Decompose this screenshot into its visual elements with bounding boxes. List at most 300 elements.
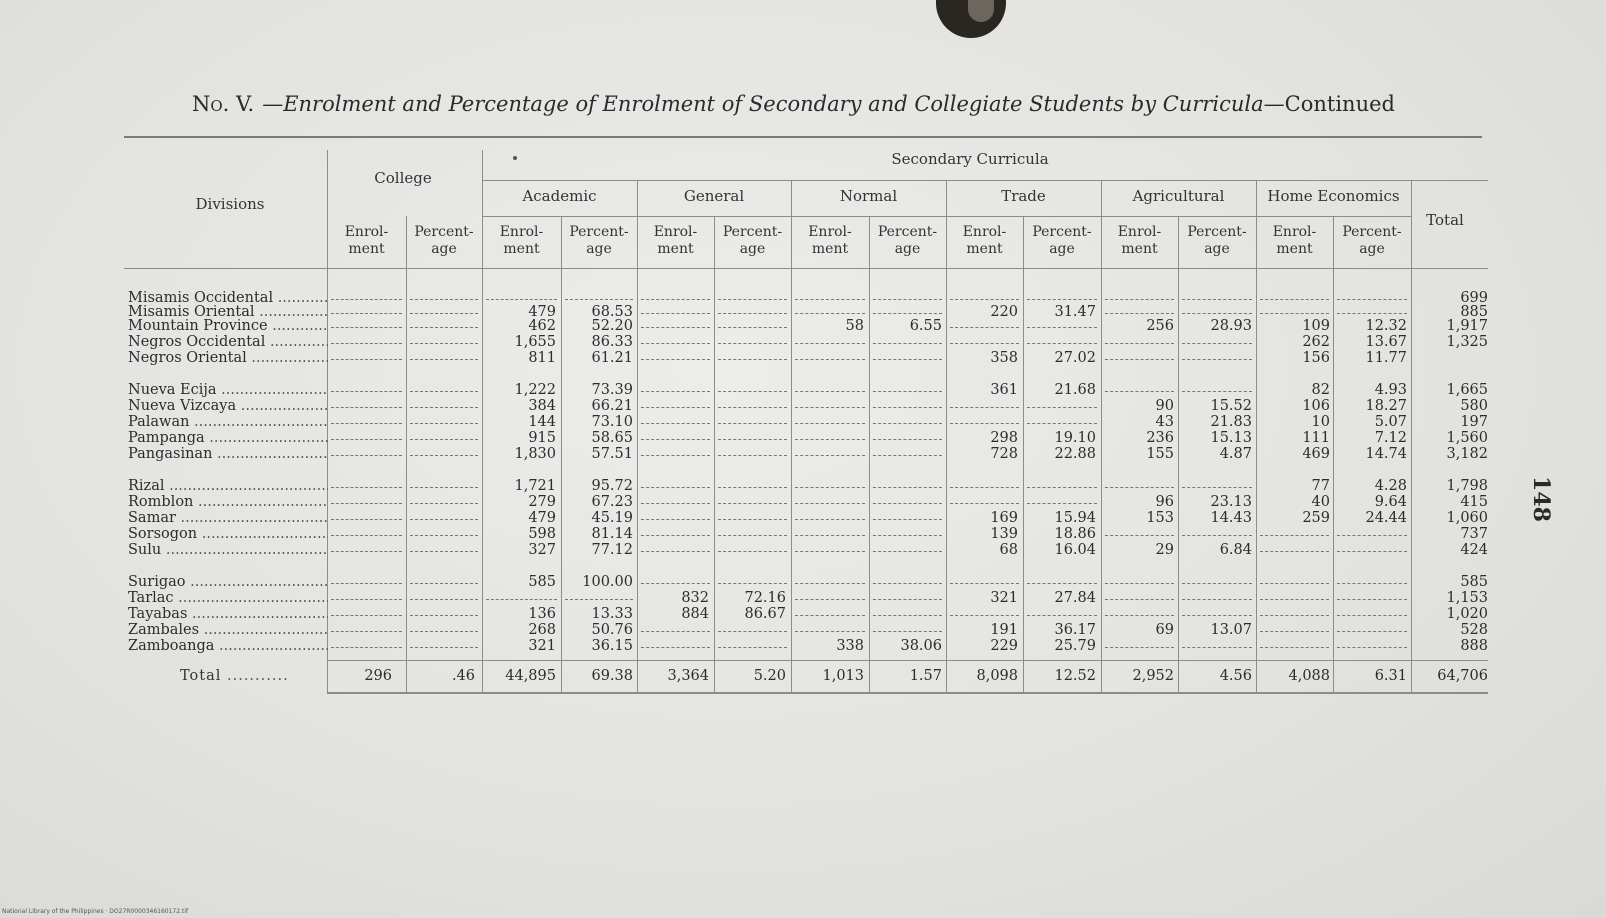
division-label-text: Nueva Ecija ..... bbox=[128, 382, 328, 398]
empty-cell-dash bbox=[718, 519, 787, 520]
total-value: 296 bbox=[364, 668, 392, 684]
empty-cell-dash bbox=[795, 313, 865, 314]
header-line: age bbox=[586, 241, 612, 257]
enrolment-value: 136 bbox=[528, 606, 556, 622]
header-line: Enrol- bbox=[344, 224, 389, 240]
empty-cell-dash bbox=[641, 299, 710, 300]
empty-cell-dash bbox=[795, 407, 865, 408]
empty-cell-dash bbox=[1260, 535, 1329, 536]
empty-cell-dash bbox=[718, 535, 787, 536]
header-line: Percent- bbox=[1187, 224, 1247, 240]
header-line: Percent- bbox=[1032, 224, 1092, 240]
empty-cell-dash bbox=[873, 359, 942, 360]
percentage-value: 15.94 bbox=[1054, 510, 1096, 526]
top-rule bbox=[124, 136, 1482, 138]
percentage-header bbox=[714, 224, 791, 258]
row-total: 885 bbox=[1460, 304, 1488, 320]
empty-cell-dash bbox=[641, 519, 710, 520]
empty-cell-dash bbox=[410, 551, 478, 552]
empty-cell-dash bbox=[718, 343, 787, 344]
percentage-value: 86.33 bbox=[591, 334, 633, 350]
header-line: Percent- bbox=[569, 224, 629, 240]
division-name bbox=[128, 414, 328, 430]
empty-cell-dash bbox=[331, 343, 402, 344]
enrolment-header bbox=[791, 224, 869, 258]
total-value: .46 bbox=[451, 668, 475, 684]
header-line: ment bbox=[348, 241, 385, 257]
empty-cell-dash bbox=[718, 327, 787, 328]
empty-cell-dash bbox=[331, 359, 402, 360]
percentage-value: 9.64 bbox=[1374, 494, 1407, 510]
division-label-text: Palawan ..... bbox=[128, 414, 328, 430]
column-divider bbox=[869, 216, 870, 692]
division-label-text: Zamboanga ..... bbox=[128, 638, 328, 654]
empty-cell-dash bbox=[565, 299, 633, 300]
percentage-value: 11.77 bbox=[1365, 350, 1407, 366]
empty-cell-dash bbox=[873, 583, 942, 584]
division-label-text: Misamis Oriental ..... bbox=[128, 304, 328, 320]
header-line: age bbox=[1049, 241, 1075, 257]
total-value: 2,952 bbox=[1132, 668, 1174, 684]
row-total: 1,153 bbox=[1446, 590, 1488, 606]
empty-cell-dash bbox=[410, 487, 478, 488]
percentage-value: 21.83 bbox=[1210, 414, 1252, 430]
enrolment-value: 220 bbox=[990, 304, 1018, 320]
empty-cell-dash bbox=[718, 407, 787, 408]
empty-cell-dash bbox=[331, 327, 402, 328]
percentage-value: 67.23 bbox=[591, 494, 633, 510]
total-top-rule bbox=[327, 660, 1488, 661]
empty-cell-dash bbox=[718, 551, 787, 552]
empty-cell-dash bbox=[795, 423, 865, 424]
header-line: Percent- bbox=[722, 224, 783, 240]
header-bottom-rule bbox=[124, 268, 1488, 269]
division-name bbox=[128, 606, 328, 622]
percentage-value: 15.52 bbox=[1210, 398, 1252, 414]
enrolment-header bbox=[1256, 224, 1333, 258]
enrolment-value: 43 bbox=[1155, 414, 1174, 430]
row-total: 737 bbox=[1460, 526, 1488, 542]
empty-cell-dash bbox=[410, 359, 478, 360]
row-total: 699 bbox=[1460, 290, 1488, 306]
division-name bbox=[128, 334, 328, 350]
empty-cell-dash bbox=[410, 313, 478, 314]
empty-cell-dash bbox=[950, 615, 1019, 616]
empty-cell-dash bbox=[1337, 631, 1407, 632]
percentage-header bbox=[406, 224, 482, 258]
total-value: 4,088 bbox=[1288, 668, 1330, 684]
enrolment-value: 479 bbox=[528, 304, 556, 320]
empty-cell-dash bbox=[1337, 615, 1407, 616]
empty-cell-dash bbox=[718, 359, 787, 360]
empty-cell-dash bbox=[1182, 299, 1252, 300]
percentage-value: 13.33 bbox=[591, 606, 633, 622]
header-line: ment bbox=[966, 241, 1003, 257]
division-name bbox=[128, 574, 328, 590]
empty-cell-dash bbox=[410, 327, 478, 328]
empty-cell-dash bbox=[1027, 327, 1097, 328]
total-value: 12.52 bbox=[1054, 668, 1096, 684]
total-value: 4.56 bbox=[1219, 668, 1252, 684]
empty-cell-dash bbox=[1027, 423, 1097, 424]
row-total: 1,665 bbox=[1446, 382, 1488, 398]
percentage-value: 58.65 bbox=[591, 430, 633, 446]
enrolment-value: 259 bbox=[1302, 510, 1330, 526]
percentage-value: 28.93 bbox=[1210, 318, 1252, 334]
empty-cell-dash bbox=[873, 599, 942, 600]
title-suffix: —Continued bbox=[1263, 92, 1395, 116]
empty-cell-dash bbox=[718, 455, 787, 456]
enrolment-value: 236 bbox=[1146, 430, 1174, 446]
enrolment-value: 469 bbox=[1302, 446, 1330, 462]
empty-cell-dash bbox=[331, 423, 402, 424]
empty-cell-dash bbox=[1105, 535, 1174, 536]
empty-cell-dash bbox=[873, 423, 942, 424]
empty-cell-dash bbox=[410, 439, 478, 440]
empty-cell-dash bbox=[410, 519, 478, 520]
empty-cell-dash bbox=[1337, 647, 1407, 648]
empty-cell-dash bbox=[1105, 299, 1174, 300]
empty-cell-dash bbox=[1337, 551, 1407, 552]
empty-cell-dash bbox=[718, 313, 787, 314]
empty-cell-dash bbox=[873, 299, 942, 300]
percentage-value: 7.12 bbox=[1374, 430, 1407, 446]
row-total: 585 bbox=[1460, 574, 1488, 590]
percentage-value: 19.10 bbox=[1054, 430, 1096, 446]
enrolment-header bbox=[946, 224, 1023, 258]
empty-cell-dash bbox=[1027, 503, 1097, 504]
empty-cell-dash bbox=[410, 407, 478, 408]
division-name bbox=[128, 382, 328, 398]
empty-cell-dash bbox=[1182, 313, 1252, 314]
percentage-value: 66.21 bbox=[591, 398, 633, 414]
empty-cell-dash bbox=[410, 343, 478, 344]
enrolment-value: 479 bbox=[528, 510, 556, 526]
empty-cell-dash bbox=[950, 423, 1019, 424]
percentage-value: 73.39 bbox=[591, 382, 633, 398]
percentage-value: 36.15 bbox=[591, 638, 633, 654]
percentage-value: 73.10 bbox=[591, 414, 633, 430]
percentage-header bbox=[1178, 224, 1256, 258]
empty-cell-dash bbox=[1182, 391, 1252, 392]
division-label-text: Misamis Occidental ..... bbox=[128, 290, 328, 306]
division-label-text: Negros Oriental ..... bbox=[128, 350, 328, 366]
empty-cell-dash bbox=[331, 299, 402, 300]
empty-cell-dash bbox=[1027, 407, 1097, 408]
empty-cell-dash bbox=[331, 535, 402, 536]
empty-cell-dash bbox=[795, 455, 865, 456]
empty-cell-dash bbox=[1260, 631, 1329, 632]
total-value: 69.38 bbox=[591, 668, 633, 684]
empty-cell-dash bbox=[795, 583, 865, 584]
empty-cell-dash bbox=[950, 343, 1019, 344]
header-line: age bbox=[1204, 241, 1230, 257]
empty-cell-dash bbox=[873, 455, 942, 456]
empty-cell-dash bbox=[641, 647, 710, 648]
total-value: 1,013 bbox=[822, 668, 864, 684]
empty-cell-dash bbox=[331, 599, 402, 600]
empty-cell-dash bbox=[641, 487, 710, 488]
empty-cell-dash bbox=[641, 583, 710, 584]
empty-cell-dash bbox=[1105, 359, 1174, 360]
division-label-text: Romblon ..... bbox=[128, 494, 328, 510]
enrolment-header bbox=[637, 224, 714, 258]
empty-cell-dash bbox=[1027, 615, 1097, 616]
enrolment-value: 169 bbox=[990, 510, 1018, 526]
percentage-value: 52.20 bbox=[591, 318, 633, 334]
table-title bbox=[192, 92, 1432, 116]
title-text: —Enrolment and Percentage of Enrolment of Secondary and Collegiate Students by Curricula bbox=[262, 92, 1264, 116]
enrolment-value: 811 bbox=[528, 350, 556, 366]
enrolment-value: 256 bbox=[1146, 318, 1174, 334]
empty-cell-dash bbox=[331, 551, 402, 552]
percentage-value: 4.87 bbox=[1219, 446, 1252, 462]
empty-cell-dash bbox=[1182, 615, 1252, 616]
division-label-text: Rizal ..... bbox=[128, 478, 328, 494]
empty-cell-dash bbox=[718, 631, 787, 632]
percentage-value: 14.74 bbox=[1365, 446, 1407, 462]
empty-cell-dash bbox=[641, 423, 710, 424]
percentage-value: 72.16 bbox=[744, 590, 786, 606]
percentage-value: 86.67 bbox=[744, 606, 786, 622]
division-label-text: Pangasinan ..... bbox=[128, 446, 328, 462]
percentage-value: 6.84 bbox=[1219, 542, 1252, 558]
empty-cell-dash bbox=[1337, 313, 1407, 314]
header-line: ment bbox=[811, 241, 849, 257]
division-name bbox=[128, 542, 328, 558]
percentage-value: 57.51 bbox=[591, 446, 633, 462]
empty-cell-dash bbox=[795, 299, 865, 300]
header-line: Enrol- bbox=[962, 224, 1007, 240]
empty-cell-dash bbox=[410, 599, 478, 600]
header-line: Percent- bbox=[877, 224, 938, 240]
empty-cell-dash bbox=[641, 313, 710, 314]
enrolment-value: 229 bbox=[990, 638, 1018, 654]
empty-cell-dash bbox=[1260, 551, 1329, 552]
percentage-value: 12.32 bbox=[1365, 318, 1407, 334]
division-name bbox=[128, 318, 328, 334]
empty-cell-dash bbox=[1260, 647, 1329, 648]
empty-cell-dash bbox=[950, 487, 1019, 488]
empty-cell-dash bbox=[331, 439, 402, 440]
group-header: General bbox=[683, 187, 745, 205]
enrolment-value: 298 bbox=[990, 430, 1018, 446]
empty-cell-dash bbox=[795, 551, 865, 552]
enrolment-value: 29 bbox=[1155, 542, 1174, 558]
total-value: 8,098 bbox=[976, 668, 1018, 684]
percentage-value: 77.12 bbox=[591, 542, 633, 558]
percentage-value: 45.19 bbox=[591, 510, 633, 526]
empty-cell-dash bbox=[795, 503, 865, 504]
enrolment-value: 585 bbox=[528, 574, 556, 590]
row-total: 888 bbox=[1460, 638, 1488, 654]
division-name bbox=[128, 350, 328, 366]
division-label-text: Tayabas ..... bbox=[128, 606, 328, 622]
empty-cell-dash bbox=[1182, 359, 1252, 360]
empty-cell-dash bbox=[795, 359, 865, 360]
empty-cell-dash bbox=[410, 615, 478, 616]
empty-cell-dash bbox=[1027, 343, 1097, 344]
division-name bbox=[128, 622, 328, 638]
empty-cell-dash bbox=[1027, 299, 1097, 300]
empty-cell-dash bbox=[331, 487, 402, 488]
empty-cell-dash bbox=[1182, 583, 1252, 584]
empty-cell-dash bbox=[873, 535, 942, 536]
percentage-header bbox=[561, 224, 637, 258]
empty-cell-dash bbox=[1260, 299, 1329, 300]
row-total: 1,798 bbox=[1446, 478, 1488, 494]
empty-cell-dash bbox=[718, 439, 787, 440]
empty-cell-dash bbox=[873, 391, 942, 392]
enrolment-value: 82 bbox=[1311, 382, 1330, 398]
enrolment-value: 279 bbox=[528, 494, 556, 510]
empty-cell-dash bbox=[718, 299, 787, 300]
empty-cell-dash bbox=[410, 535, 478, 536]
empty-cell-dash bbox=[641, 359, 710, 360]
enrolment-value: 884 bbox=[681, 606, 709, 622]
row-total: 1,060 bbox=[1446, 510, 1488, 526]
empty-cell-dash bbox=[641, 503, 710, 504]
total-value: 3,364 bbox=[667, 668, 709, 684]
enrolment-value: 156 bbox=[1302, 350, 1330, 366]
header-line: age bbox=[1359, 241, 1385, 257]
percentage-value: 18.27 bbox=[1365, 398, 1407, 414]
empty-cell-dash bbox=[641, 551, 710, 552]
header-line: ment bbox=[1276, 241, 1313, 257]
enrolment-value: 361 bbox=[990, 382, 1018, 398]
percentage-value: 100.00 bbox=[582, 574, 633, 590]
enrolment-value: 598 bbox=[528, 526, 556, 542]
empty-cell-dash bbox=[1105, 343, 1174, 344]
empty-cell-dash bbox=[1105, 647, 1174, 648]
row-total: 424 bbox=[1460, 542, 1488, 558]
total-bottom-rule bbox=[327, 692, 1488, 694]
empty-cell-dash bbox=[331, 503, 402, 504]
empty-cell-dash bbox=[331, 455, 402, 456]
empty-cell-dash bbox=[1182, 647, 1252, 648]
percentage-value: 36.17 bbox=[1054, 622, 1096, 638]
header-mark bbox=[513, 156, 517, 160]
column-divider bbox=[406, 216, 407, 692]
empty-cell-dash bbox=[718, 583, 787, 584]
division-label-text: Samar ..... bbox=[128, 510, 328, 526]
empty-cell-dash bbox=[641, 327, 710, 328]
empty-cell-dash bbox=[1337, 299, 1407, 300]
enrolment-value: 321 bbox=[528, 638, 556, 654]
empty-cell-dash bbox=[331, 391, 402, 392]
division-name bbox=[128, 430, 328, 446]
header-rule-secondary bbox=[482, 180, 1488, 181]
row-total: 1,325 bbox=[1446, 334, 1488, 350]
division-label-text: Mountain Province ..... bbox=[128, 318, 328, 334]
enrolment-value: 111 bbox=[1302, 430, 1330, 446]
total-value: 44,895 bbox=[505, 668, 556, 684]
enrolment-value: 58 bbox=[845, 318, 864, 334]
header-college: College bbox=[374, 169, 432, 187]
empty-cell-dash bbox=[1337, 583, 1407, 584]
empty-cell-dash bbox=[873, 519, 942, 520]
percentage-value: 27.02 bbox=[1054, 350, 1096, 366]
percentage-value: 24.44 bbox=[1365, 510, 1407, 526]
row-total: 580 bbox=[1460, 398, 1488, 414]
empty-cell-dash bbox=[873, 631, 942, 632]
total-value: 5.20 bbox=[753, 668, 786, 684]
header-rule-groups bbox=[482, 216, 1411, 217]
empty-cell-dash bbox=[410, 391, 478, 392]
enrolment-value: 358 bbox=[990, 350, 1018, 366]
empty-cell-dash bbox=[873, 407, 942, 408]
empty-cell-dash bbox=[950, 407, 1019, 408]
row-total: 415 bbox=[1460, 494, 1488, 510]
percentage-value: 22.88 bbox=[1054, 446, 1096, 462]
empty-cell-dash bbox=[873, 503, 942, 504]
empty-cell-dash bbox=[950, 327, 1019, 328]
empty-cell-dash bbox=[1260, 599, 1329, 600]
header-line: age bbox=[739, 241, 766, 257]
empty-cell-dash bbox=[718, 647, 787, 648]
percentage-header bbox=[1023, 224, 1101, 258]
percentage-value: 81.14 bbox=[591, 526, 633, 542]
percentage-value: 23.13 bbox=[1210, 494, 1252, 510]
enrolment-value: 109 bbox=[1302, 318, 1330, 334]
group-header: Agricultural bbox=[1132, 187, 1225, 205]
percentage-value: 68.53 bbox=[591, 304, 633, 320]
division-label-text: Nueva Vizcaya ..... bbox=[128, 398, 328, 414]
percentage-value: 21.68 bbox=[1054, 382, 1096, 398]
division-name bbox=[128, 446, 328, 462]
empty-cell-dash bbox=[331, 583, 402, 584]
enrolment-value: 10 bbox=[1311, 414, 1330, 430]
division-name bbox=[128, 526, 328, 542]
header-divisions: Divisions bbox=[195, 195, 265, 213]
enrolment-value: 462 bbox=[528, 318, 556, 334]
division-label-text: Sorsogon ..... bbox=[128, 526, 328, 542]
header-line: age bbox=[894, 241, 921, 257]
header-line: Enrol- bbox=[1272, 224, 1317, 240]
percentage-header bbox=[869, 224, 946, 258]
division-label-text: Zambales ..... bbox=[128, 622, 328, 638]
empty-cell-dash bbox=[410, 299, 478, 300]
empty-cell-dash bbox=[718, 503, 787, 504]
empty-cell-dash bbox=[410, 583, 478, 584]
empty-cell-dash bbox=[410, 503, 478, 504]
empty-cell-dash bbox=[1027, 583, 1097, 584]
empty-cell-dash bbox=[873, 487, 942, 488]
empty-cell-dash bbox=[1337, 599, 1407, 600]
empty-cell-dash bbox=[1337, 535, 1407, 536]
header-line: ment bbox=[1121, 241, 1158, 257]
division-name bbox=[128, 638, 328, 654]
empty-cell-dash bbox=[565, 599, 633, 600]
empty-cell-dash bbox=[795, 343, 865, 344]
enrolment-value: 153 bbox=[1146, 510, 1174, 526]
empty-cell-dash bbox=[641, 631, 710, 632]
empty-cell-dash bbox=[1182, 343, 1252, 344]
percentage-value: 6.55 bbox=[909, 318, 942, 334]
percentage-value: 5.07 bbox=[1374, 414, 1407, 430]
division-label-text: Sulu ..... bbox=[128, 542, 328, 558]
row-total: 3,182 bbox=[1446, 446, 1488, 462]
enrolment-value: 77 bbox=[1311, 478, 1330, 494]
enrolment-value: 90 bbox=[1155, 398, 1174, 414]
empty-cell-dash bbox=[1260, 615, 1329, 616]
page-number: 148 bbox=[1527, 476, 1554, 522]
division-name bbox=[128, 398, 328, 414]
empty-cell-dash bbox=[1105, 583, 1174, 584]
percentage-value: 95.72 bbox=[591, 478, 633, 494]
enrolment-value: 1,222 bbox=[514, 382, 556, 398]
enrolment-value: 144 bbox=[528, 414, 556, 430]
